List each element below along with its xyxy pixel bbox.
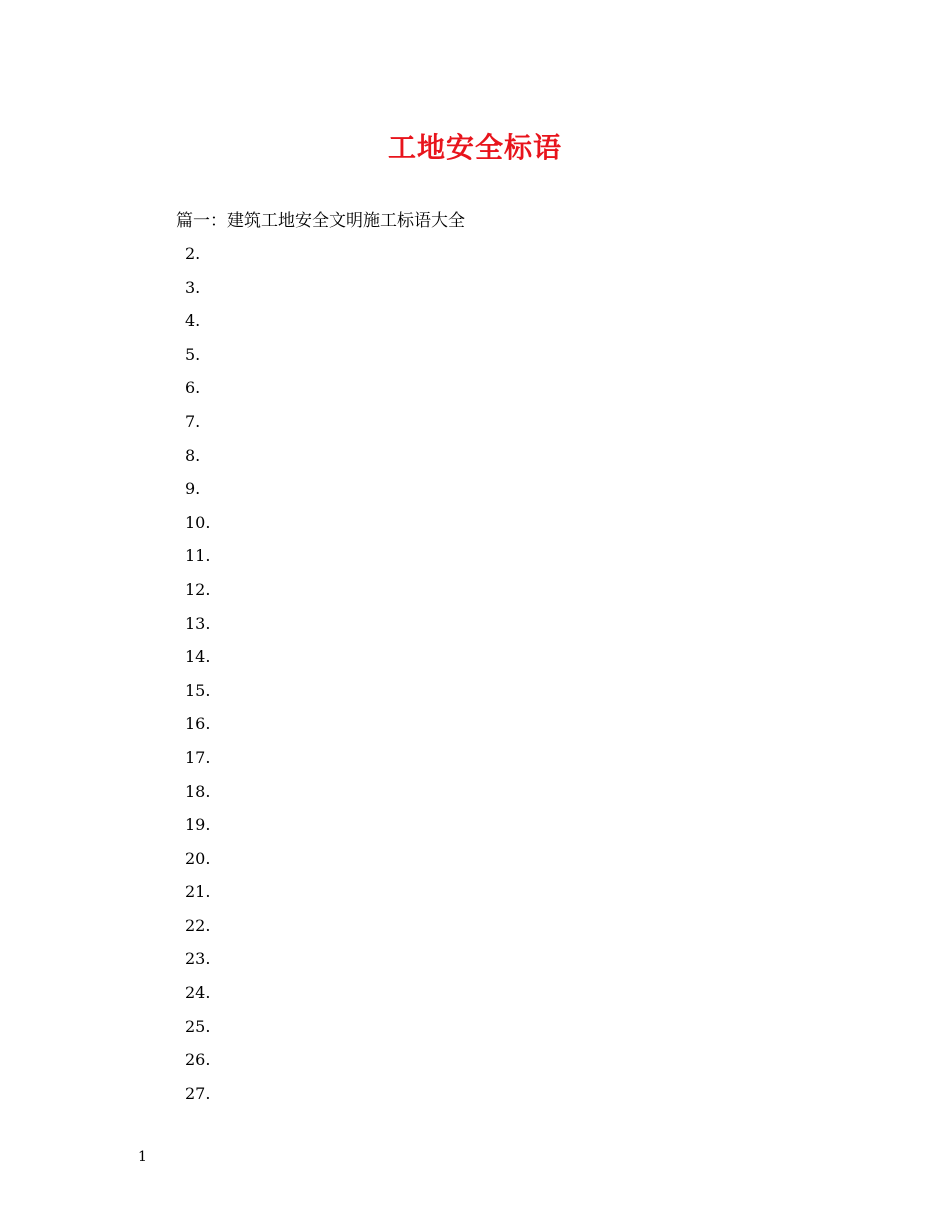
list-item: 23. — [185, 949, 211, 969]
numbered-list — [185, 241, 210, 1114]
list-item: 8. — [185, 445, 201, 465]
list-item: 13. — [185, 613, 211, 633]
list-item: 26. — [185, 1050, 211, 1070]
section-heading: 篇一：建筑工地安全文明施工标语大全 — [176, 211, 465, 231]
list-item: 14. — [185, 647, 211, 667]
list-item: 11. — [185, 546, 211, 566]
list-item: 4. — [185, 311, 201, 331]
list-item: 2. — [185, 244, 201, 263]
list-item: 15. — [185, 680, 211, 700]
list-item: 17. — [185, 747, 211, 767]
list-item: 7. — [185, 411, 201, 431]
list-item: 22. — [185, 915, 211, 935]
list-item: 24. — [185, 983, 211, 1003]
list-item: 3. — [185, 277, 201, 297]
list-item: 9. — [185, 479, 201, 499]
list-item: 5. — [185, 344, 201, 364]
list-item: 10. — [185, 512, 211, 532]
list-item: 25. — [185, 1016, 211, 1036]
list-item: 19. — [185, 815, 211, 835]
list-item: 20. — [185, 848, 211, 868]
page-number: 1 — [138, 1149, 147, 1165]
list-item: 6. — [185, 378, 201, 398]
list-item: 21. — [185, 882, 211, 902]
list-item: 16. — [185, 714, 211, 734]
list-item: 12. — [185, 579, 211, 599]
list-item: 18. — [185, 781, 211, 801]
page-title: 工地安全标语 — [387, 131, 562, 164]
list-item: 27. — [185, 1083, 211, 1103]
